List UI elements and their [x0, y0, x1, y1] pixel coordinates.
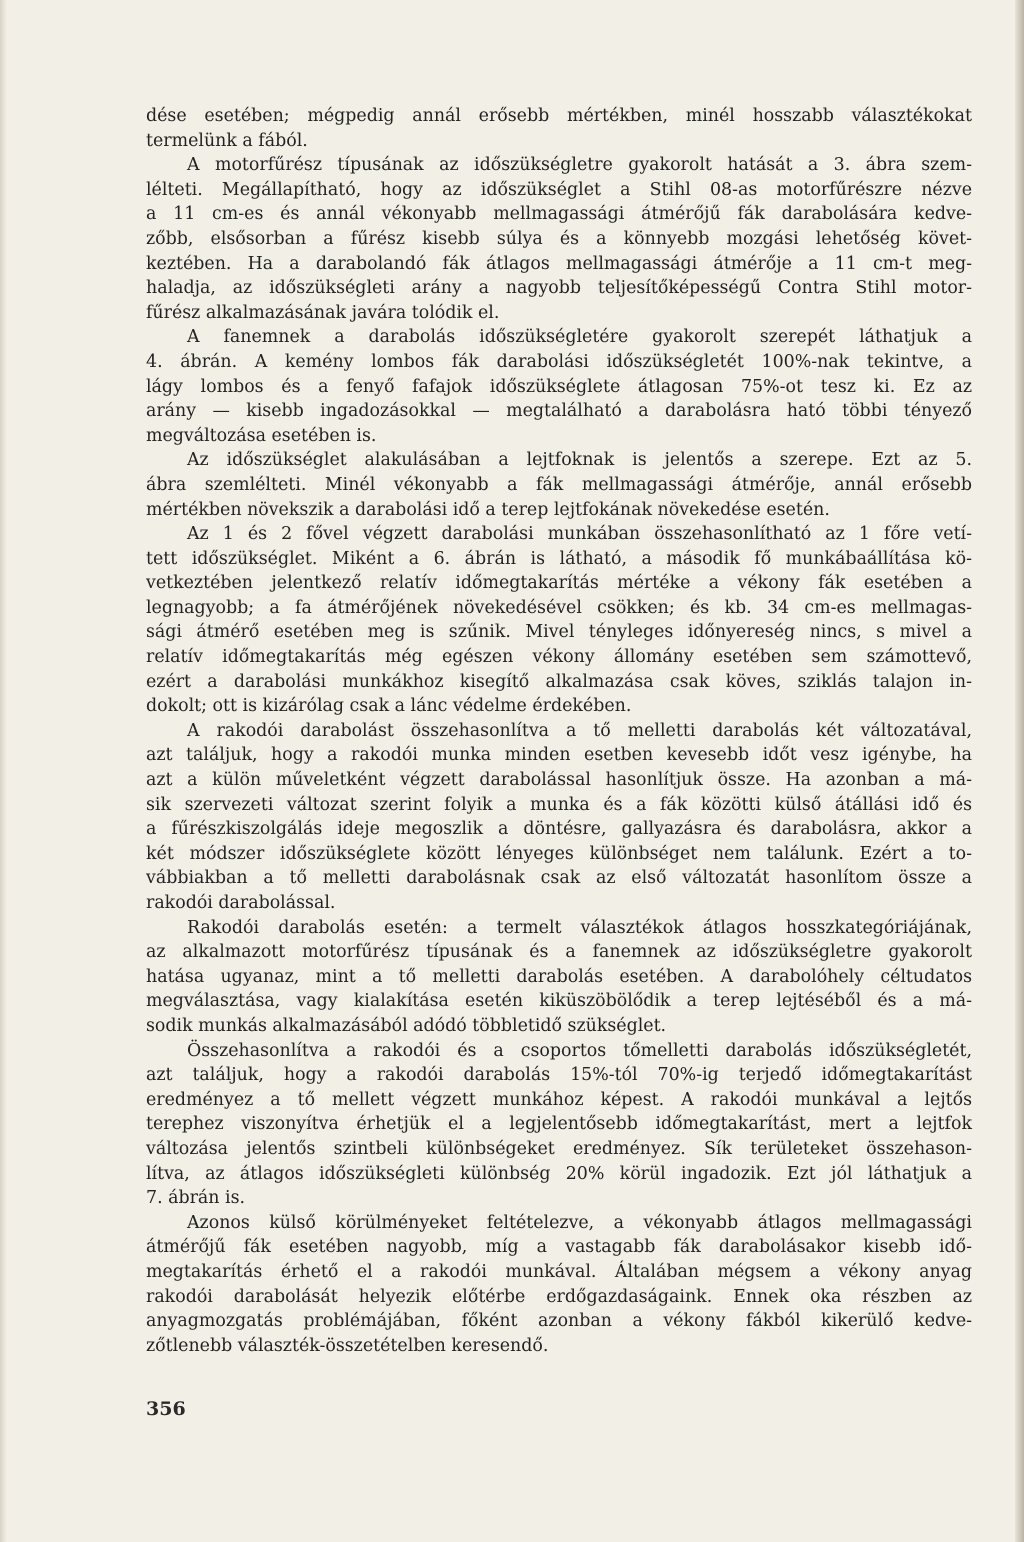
text-line: A motorfűrész típusának az időszükségletre gyakorolt hatását a 3. ábra szem- [187, 155, 972, 176]
text-line: rakodói darabolását helyezik előtérbe erdőgazdaságaink. Ennek oka részben az [146, 1286, 972, 1307]
text-line: 7. ábrán is. [146, 1188, 246, 1209]
paragraph [146, 104, 972, 153]
text-line: az alkalmazott motorfűrész típusának és a fanemnek az időszükségletre gyakorolt [146, 942, 972, 963]
text-line: Rakodói darabolás esetén: a termelt választékok átlagos hosszkategóriájának, [187, 917, 972, 938]
page-number: 356 [146, 1398, 186, 1420]
text-line: Azonos külső körülményeket feltételezve, a vékonyabb átlagos mellmagassági [187, 1212, 972, 1233]
text-line: zőtlenebb választék-összetételben keresendő. [146, 1335, 549, 1356]
text-line: ezért a darabolási munkákhoz kisegítő alkalmazása csak köves, sziklás talajon in- [146, 671, 972, 692]
text-line: megválasztása, vagy kialakítása esetén kiküszöbölődik a terep lejtéséből és a má- [146, 991, 972, 1012]
paragraph [146, 719, 972, 916]
text-line: terephez viszonyítva érhetjük el a legjelentősebb időmegtakarítást, mert a lejtfok [146, 1114, 972, 1135]
text-line: azt találjuk, hogy a rakodói darabolás 15%-tól 70%-ig terjedő időmegtakarítást [146, 1065, 972, 1086]
paragraph [146, 325, 972, 448]
text-line: sik szervezeti változat szerint folyik a munka és a fák közötti külső átállási idő és [146, 794, 972, 815]
text-line: megváltozása esetében is. [146, 425, 377, 446]
text-line: azt találjuk, hogy a rakodói munka minden esetben kevesebb időt vesz igénybe, ha [146, 745, 972, 766]
text-line: haladja, az időszükségleti arány a nagyobb teljesítőképességű Contra Stihl motor- [146, 278, 972, 299]
paragraph [146, 522, 972, 719]
text-line: fűrész alkalmazásának javára tolódik el. [146, 302, 500, 323]
paragraph [146, 153, 972, 325]
text-line: termelünk a fából. [146, 130, 308, 151]
text-line: átmérőjű fák esetében nagyobb, míg a vastagabb fák darabolásakor kisebb idő- [146, 1237, 972, 1258]
text-line: 4. ábrán. A kemény lombos fák darabolási időszükségletét 100%-nak tekintve, a [146, 351, 972, 372]
text-line: lélteti. Megállapítható, hogy az időszükséglet a Stihl 08-as motorfűrészre nézve [146, 179, 972, 200]
text-line: rakodói darabolással. [146, 893, 336, 913]
text-line: vetkeztében jelentkező relatív időmegtakarítás mértéke a vékony fák esetében a [146, 573, 972, 594]
text-line: ábra szemlélteti. Minél vékonyabb a fák mellmagassági átmérője, annál erősebb [146, 474, 972, 495]
text-line: hatása ugyanaz, mint a tő melletti darabolás esetében. A darabolóhely céltudatos [146, 966, 972, 987]
text-line: lágy lombos és a fenyő fafajok időszükséglete átlagosan 75%-ot tesz ki. Ez az [146, 376, 972, 397]
paragraph [146, 916, 972, 1039]
paragraph [146, 1039, 972, 1211]
text-line: a 11 cm-es és annál vékonyabb mellmagassági átmérőjű fák darabolására kedve- [146, 204, 972, 225]
text-line: két módszer időszükséglete között lényeges különbséget nem találunk. Ezért a to- [146, 843, 972, 864]
page-edge-left [0, 0, 6, 1542]
text-line: arány — kisebb ingadozásokkal — megtalálható a darabolásra ható többi tényező [146, 401, 972, 422]
text-line: tett időszükséglet. Miként a 6. ábrán is látható, a második fő munkábaállítása kö- [146, 548, 972, 569]
text-line: zőbb, elsősorban a fűrész kisebb súlya és a könnyebb mozgási lehetőség követ- [146, 228, 972, 249]
text-line: azt a külön műveletként végzett darabolással hasonlítjuk össze. Ha azonban a má- [146, 770, 972, 791]
text-line: vábbiakban a tő melletti darabolásnak csak az első változatát hasonlítom össze a [146, 868, 972, 889]
text-line: A fanemnek a darabolás időszükségletére gyakorolt szerepét láthatjuk a [187, 327, 972, 348]
text-line: sági átmérő esetében meg is szűnik. Mivel tényleges időnyereség nincs, s mivel a [146, 622, 972, 643]
text-line: Az időszükséglet alakulásában a lejtfoknak is jelentős a szerepe. Ezt az 5. [187, 450, 972, 471]
text-line: megtakarítás érhető el a rakodói munkával. Általában mégsem a vékony anyag [146, 1261, 972, 1282]
text-line: anyagmozgatás problémájában, főként azonban a vékony fákból kikerülő kedve- [146, 1311, 972, 1332]
text-line: dokolt; ott is kizárólag csak a lánc védelme érdekében. [146, 696, 632, 717]
text-line: eredményez a tő mellett végzett munkához képest. A rakodói munkával a lejtős [146, 1089, 972, 1110]
body-text [146, 104, 972, 1358]
paragraph [146, 1211, 972, 1359]
text-line: relatív időmegtakarítás még egészen vékony állomány esetében sem számottevő, [146, 647, 972, 668]
text-line: a fűrészkiszolgálás ideje megoszlik a döntésre, gallyazásra és darabolásra, akkor a [146, 819, 972, 840]
text-line: Az 1 és 2 fővel végzett darabolási munkában összehasonlítható az 1 főre vetí- [187, 524, 972, 545]
page-edge-right [1015, 0, 1024, 1542]
text-line: legnagyobb; a fa átmérőjének növekedésével csökken; és kb. 34 cm-es mellmagas- [146, 597, 972, 618]
paragraph [146, 448, 972, 522]
text-line: A rakodói darabolást összehasonlítva a tő melletti darabolás két változatával, [187, 720, 972, 741]
text-line: dése esetében; mégpedig annál erősebb mértékben, minél hosszabb választékokat [146, 106, 972, 126]
text-line: keztében. Ha a darabolandó fák átlagos mellmagassági átmérője a 11 cm-t meg- [146, 253, 972, 274]
text-line: lítva, az átlagos időszükségleti különbség 20% körül ingadozik. Ezt jól láthatjuk a [146, 1163, 972, 1184]
text-line: mértékben növekszik a darabolási idő a terep lejtfokának növekedése esetén. [146, 499, 830, 520]
text-line: Összehasonlítva a rakodói és a csoportos tőmelletti darabolás időszükségletét, [187, 1040, 972, 1061]
text-line: sodik munkás alkalmazásából adódó többletidő szükséglet. [146, 1015, 667, 1036]
text-line: változása jelentős szintbeli különbségeket eredményez. Sík területeket összehason- [146, 1138, 972, 1159]
